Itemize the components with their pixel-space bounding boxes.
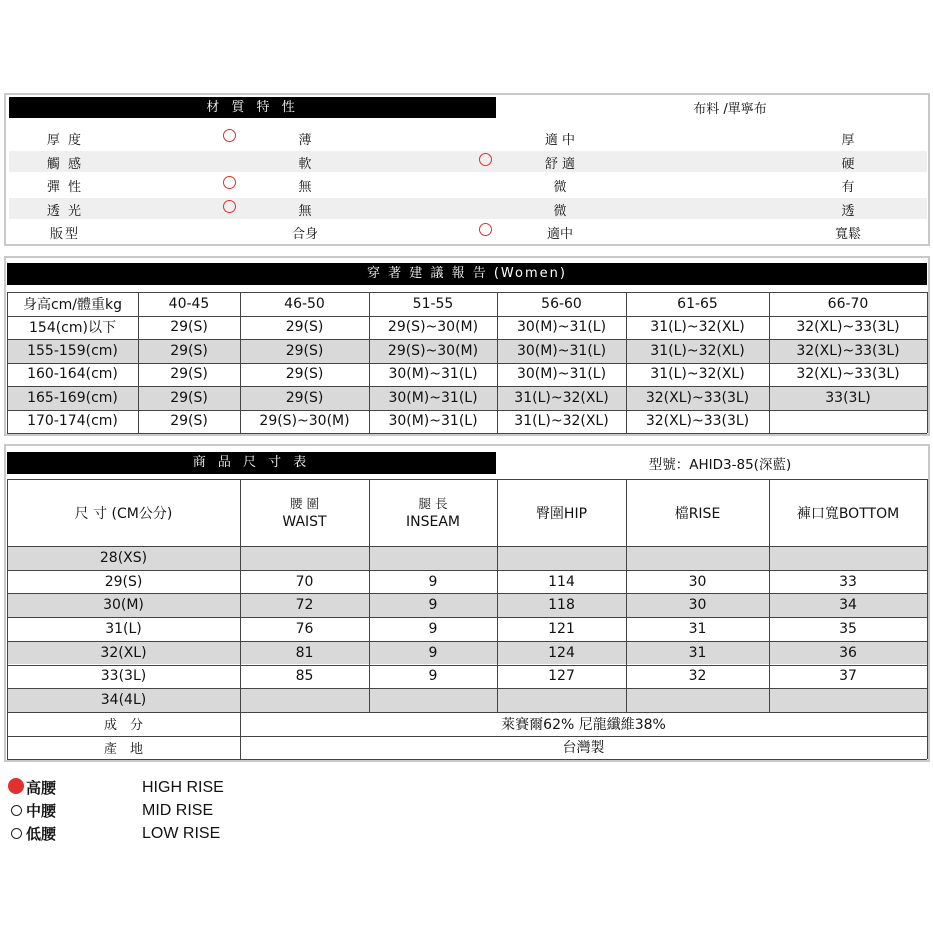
- wear-cell: 29(S): [285, 366, 324, 383]
- material-row-label: 彈 性: [46, 180, 84, 196]
- rise-label-zh: 中腰: [26, 802, 57, 820]
- wear-cell: 30(M)~31(L): [388, 413, 478, 430]
- rise-dot-empty-icon: [11, 805, 22, 816]
- wear-grid-line: [7, 386, 927, 387]
- size-header-inseam: [369, 479, 497, 546]
- wear-grid-line: [7, 339, 927, 340]
- wear-header-cell: 51-55: [412, 295, 454, 312]
- wear-cell: 155-159(cm): [27, 342, 118, 359]
- size-grid-line: [7, 593, 927, 594]
- wear-cell: 31(L)~32(XL): [650, 342, 745, 359]
- material-option-high: 硬: [841, 156, 855, 172]
- size-value-cell: [369, 688, 497, 712]
- wear-cell: 32(XL)~33(3L): [645, 389, 750, 406]
- fabric-label: 布料 /單寧布: [693, 102, 767, 117]
- size-value-cell: 9: [428, 573, 438, 590]
- material-row-label: 版型: [49, 227, 80, 243]
- size-value-cell: [769, 688, 927, 712]
- size-header-waist-zh: 腰 圍: [290, 495, 319, 511]
- size-value-cell: 34: [839, 597, 857, 614]
- material-option-low: 無: [298, 203, 312, 219]
- size-header-inseam-zh: 腿 長: [418, 495, 448, 511]
- size-value-cell: 33: [839, 573, 857, 590]
- origin-value: 台灣製: [562, 740, 605, 757]
- size-grid-line: [7, 759, 927, 760]
- size-grid-line: [769, 479, 770, 712]
- size-value-cell: [626, 688, 769, 712]
- wear-header-cell: 61-65: [677, 295, 718, 312]
- wear-header-cell: 40-45: [168, 295, 210, 312]
- wear-grid-line: [497, 292, 498, 433]
- wear-grid-line: [7, 316, 927, 317]
- size-grid-line: [7, 479, 927, 480]
- size-grid-line: [927, 479, 928, 759]
- origin-label: 產 地: [103, 741, 143, 757]
- rise-label-en: HIGH RISE: [142, 779, 224, 796]
- size-value-cell: [497, 546, 626, 570]
- size-grid-line: [7, 736, 927, 737]
- material-option-low: 無: [298, 180, 312, 196]
- wear-grid-line: [7, 363, 927, 364]
- size-value-cell: 70: [295, 573, 314, 590]
- size-value-cell: 9: [428, 668, 438, 685]
- wear-cell: [769, 410, 927, 434]
- size-grid-line: [626, 479, 627, 712]
- material-option-mid: 微: [553, 180, 567, 196]
- size-value-cell: 31: [688, 620, 707, 637]
- material-title: 材 質 特 性: [9, 97, 496, 118]
- wear-grid-line: [7, 292, 8, 433]
- material-row-label: 厚 度: [46, 133, 84, 149]
- size-value-cell: 9: [428, 620, 438, 637]
- size-value-cell: [240, 546, 369, 570]
- material-option-low: 軟: [298, 156, 312, 172]
- wear-cell: 32(XL)~33(3L): [645, 413, 750, 430]
- size-value-cell: 81: [295, 644, 314, 661]
- wear-cell: 29(S)~30(M): [387, 342, 479, 359]
- wear-cell: 160-164(cm): [27, 366, 118, 383]
- wear-cell: 29(S): [285, 319, 324, 336]
- wear-cell: 32(XL)~33(3L): [796, 319, 900, 336]
- selection-circle-icon: [223, 200, 236, 213]
- size-header-waist-en: WAIST: [282, 513, 327, 530]
- wear-grid-line: [927, 292, 928, 433]
- size-value-cell: 76: [295, 620, 314, 637]
- size-grid-line: [7, 665, 927, 666]
- material-option-mid: 適 中: [544, 133, 576, 149]
- size-value-cell: 118: [548, 597, 575, 614]
- wear-grid-line: [626, 292, 627, 433]
- wear-cell: 29(S): [285, 342, 324, 359]
- selection-circle-icon: [479, 223, 492, 236]
- size-title: 商 品 尺 寸 表: [7, 452, 496, 474]
- size-value-cell: 37: [839, 668, 857, 685]
- size-label-cell: 32(XL): [100, 644, 147, 661]
- size-header-size: 尺 寸 (CM公分): [74, 505, 173, 522]
- wear-grid-line: [7, 292, 927, 293]
- material-option-low: 薄: [298, 133, 312, 149]
- wear-header-cell: 56-60: [541, 295, 582, 312]
- size-header-waist: [240, 479, 369, 546]
- wear-cell: 32(XL)~33(3L): [796, 366, 900, 383]
- wear-cell: 30(M)~31(L): [516, 342, 607, 359]
- wear-header-cell: 66-70: [827, 295, 869, 312]
- size-value-cell: 30: [688, 573, 707, 590]
- size-value-cell: 36: [839, 644, 857, 661]
- size-grid-line: [7, 546, 927, 547]
- size-grid-line: [240, 479, 241, 759]
- size-value-cell: 30: [688, 597, 707, 614]
- size-label-cell: 29(S): [104, 573, 143, 590]
- material-option-high: 厚: [841, 133, 855, 149]
- rise-label-zh: 低腰: [26, 825, 57, 843]
- size-grid-line: [7, 570, 927, 571]
- size-grid-line: [7, 479, 8, 759]
- material-option-high: 有: [841, 180, 855, 196]
- wear-cell: 32(XL)~33(3L): [796, 342, 900, 359]
- wear-cell: 29(S)~30(M): [387, 319, 479, 336]
- rise-label-en: MID RISE: [142, 802, 214, 819]
- size-value-cell: [497, 688, 626, 712]
- wear-cell: 31(L)~32(XL): [514, 389, 609, 406]
- material-row-label: 透 光: [46, 203, 84, 219]
- size-label-cell: 33(3L): [100, 668, 147, 685]
- wear-grid-line: [7, 433, 927, 434]
- size-grid-line: [497, 479, 498, 712]
- material-option-mid: 舒 適: [544, 156, 576, 172]
- size-header-hip: 臀圍HIP: [535, 505, 588, 522]
- wear-cell: 30(M)~31(L): [388, 389, 478, 406]
- wear-title: 穿 著 建 議 報 告 (Women): [7, 263, 927, 285]
- material-row-label: 觸 感: [46, 156, 84, 172]
- size-value-cell: [626, 546, 769, 570]
- material-option-mid: 微: [553, 203, 567, 219]
- size-label-cell: 31(L): [105, 620, 142, 637]
- wear-cell: 29(S): [285, 389, 324, 406]
- size-value-cell: [769, 546, 927, 570]
- size-grid-line: [369, 479, 370, 712]
- size-value-cell: 121: [548, 620, 575, 637]
- size-value-cell: 31: [688, 644, 707, 661]
- wear-cell: 30(M)~31(L): [516, 319, 607, 336]
- wear-header-cell: 46-50: [284, 295, 325, 312]
- model-number: 型號：AHID3-85(深藍): [648, 457, 792, 473]
- material-option-high: 寬鬆: [834, 227, 861, 243]
- wear-cell: 31(L)~32(XL): [650, 366, 745, 383]
- rise-label-en: LOW RISE: [142, 825, 221, 842]
- wear-cell: 29(S): [170, 413, 208, 430]
- size-value-cell: 127: [548, 668, 575, 685]
- size-value-cell: 114: [548, 573, 575, 590]
- wear-cell: 30(M)~31(L): [516, 366, 607, 383]
- size-grid-line: [7, 617, 927, 618]
- size-grid-line: [7, 688, 927, 689]
- size-value-cell: 32: [688, 668, 707, 685]
- selection-circle-icon: [479, 153, 492, 166]
- composition-label: 成 分: [103, 718, 143, 734]
- rise-dot-filled-icon: [8, 778, 24, 794]
- size-grid-line: [7, 712, 927, 713]
- wear-cell: 31(L)~32(XL): [514, 413, 609, 430]
- material-option-mid: 適中: [546, 227, 573, 243]
- size-header-bottom: 褲口寬BOTTOM: [796, 505, 900, 522]
- size-value-cell: [240, 688, 369, 712]
- wear-grid-line: [369, 292, 370, 433]
- wear-cell: 31(L)~32(XL): [650, 319, 745, 336]
- size-value-cell: 85: [295, 668, 314, 685]
- size-header-rise: 檔RISE: [674, 505, 721, 522]
- wear-cell: 29(S)~30(M): [259, 413, 350, 430]
- size-grid-line: [7, 641, 927, 642]
- selection-circle-icon: [223, 176, 236, 189]
- size-label-cell: 28(XS): [99, 549, 148, 566]
- wear-cell: 33(3L): [825, 389, 871, 406]
- size-label-cell: 34(4L): [100, 692, 147, 709]
- material-row-bg: [9, 198, 927, 220]
- material-option-high: 透: [841, 203, 855, 219]
- wear-cell: 29(S): [170, 366, 208, 383]
- size-value-cell: 35: [839, 620, 857, 637]
- wear-cell: 29(S): [170, 342, 208, 359]
- size-value-cell: 72: [295, 597, 314, 614]
- size-value-cell: [369, 546, 497, 570]
- wear-grid-line: [240, 292, 241, 433]
- wear-cell: 170-174(cm): [27, 413, 118, 430]
- wear-grid-line: [769, 292, 770, 433]
- size-value-cell: 9: [428, 644, 438, 661]
- wear-header-cell: 身高cm/體重kg: [22, 296, 123, 313]
- wear-grid-line: [138, 292, 139, 433]
- wear-grid-line: [7, 410, 927, 411]
- size-value-cell: 9: [428, 597, 438, 614]
- material-row-bg: [9, 151, 927, 173]
- wear-cell: 29(S): [170, 389, 208, 406]
- composition-value: 萊賽爾62% 尼龍纖維38%: [501, 716, 666, 733]
- selection-circle-icon: [223, 129, 236, 142]
- size-header-inseam-en: INSEAM: [406, 513, 460, 530]
- wear-cell: 154(cm)以下: [29, 320, 116, 337]
- rise-dot-empty-icon: [11, 828, 22, 839]
- wear-cell: 165-169(cm): [27, 389, 118, 406]
- wear-cell: 30(M)~31(L): [388, 366, 478, 383]
- wear-cell: 29(S): [170, 319, 208, 336]
- rise-label-zh: 高腰: [26, 779, 57, 797]
- size-label-cell: 30(M): [103, 597, 144, 614]
- size-value-cell: 124: [548, 644, 575, 661]
- material-option-low: 合身: [291, 227, 318, 243]
